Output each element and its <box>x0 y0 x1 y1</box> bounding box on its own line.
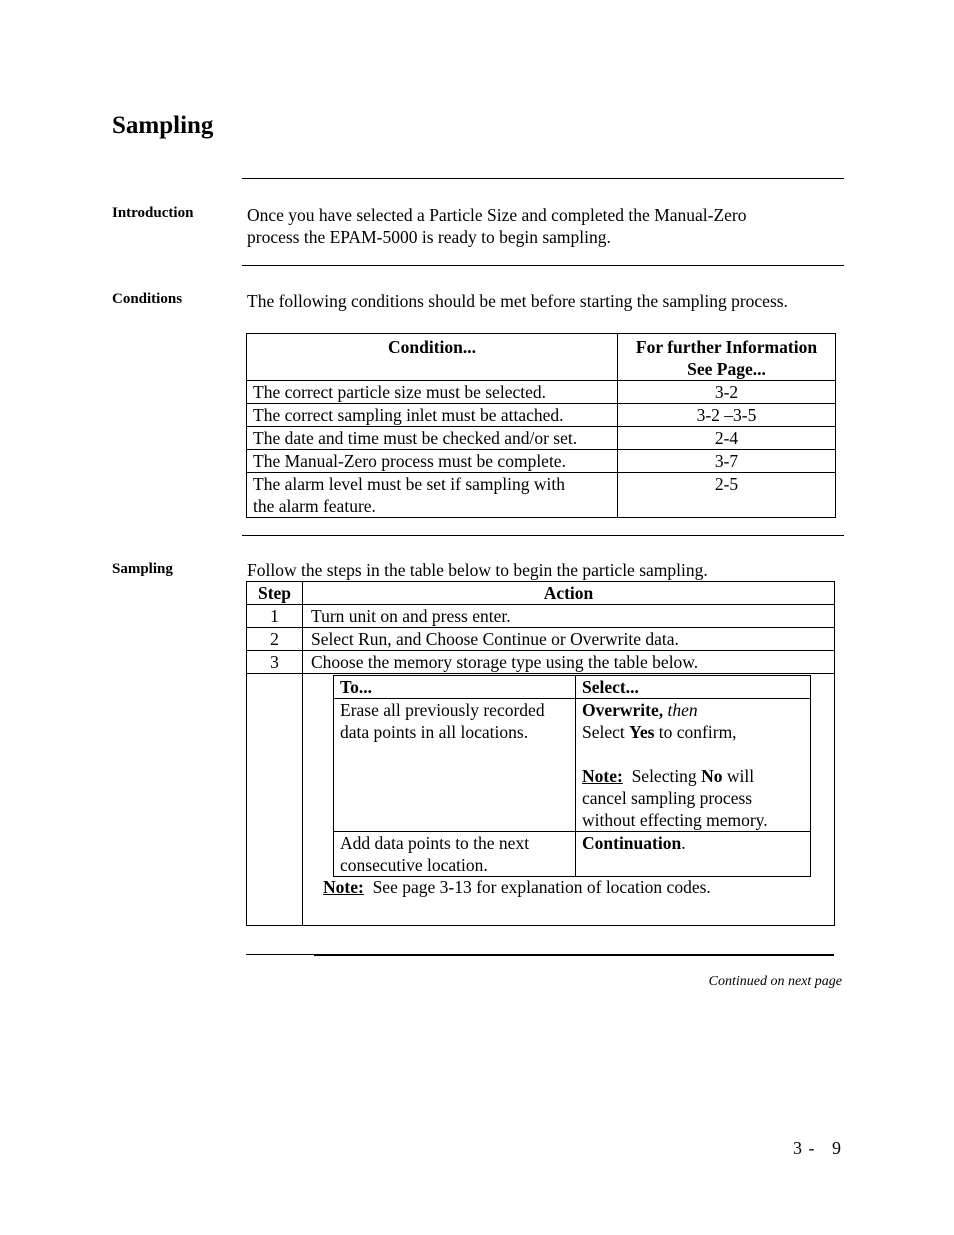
to-cell <box>334 699 576 832</box>
condition-cell <box>247 473 618 518</box>
table-row <box>247 605 835 628</box>
conditions-table <box>246 333 836 518</box>
memory-type-table <box>333 675 811 877</box>
step-number: 3 <box>247 651 303 674</box>
step-number: 2 <box>247 628 303 651</box>
select-cell <box>576 832 811 877</box>
step-number <box>247 674 303 926</box>
select-cell <box>576 699 811 832</box>
continued-note: Continued on next page <box>708 974 842 989</box>
note-text: See page 3-13 for explanation of location codes. <box>372 877 711 897</box>
column-header-line: For further Information <box>635 337 818 357</box>
page-number: 3 - 9 <box>793 1138 842 1158</box>
column-header: Action <box>303 582 835 605</box>
introduction-heading: Introduction <box>112 205 194 221</box>
page-cell: 3-2 –3-5 <box>618 404 836 427</box>
select-line <box>582 699 804 721</box>
table-row <box>334 832 811 877</box>
step-action: Turn unit on and press enter. <box>303 605 835 628</box>
option-no: No <box>701 766 723 786</box>
page-title: Sampling <box>112 112 214 139</box>
spacer <box>582 743 804 765</box>
column-header: Select... <box>576 676 811 699</box>
conditions-heading: Conditions <box>112 291 183 307</box>
column-header <box>618 334 836 381</box>
column-header: To... <box>334 676 576 699</box>
note-line <box>582 765 804 787</box>
divider <box>314 954 834 956</box>
page-cell: 3-2 <box>618 381 836 404</box>
condition-line: The alarm level must be set if sampling with <box>253 474 566 494</box>
table-row <box>247 628 835 651</box>
to-line: Add data points to the next <box>340 833 530 853</box>
select-text: Select <box>582 722 625 742</box>
divider <box>242 265 844 266</box>
note-text: Selecting <box>631 766 697 786</box>
introduction-line: Once you have selected a Particle Size and completed the Manual-Zero <box>247 205 747 225</box>
location-codes-note <box>323 876 711 898</box>
condition-line: the alarm feature. <box>253 496 376 516</box>
step-action: Select Run, and Choose Continue or Overwrite data. <box>303 628 835 651</box>
condition-cell: The Manual-Zero process must be complete. <box>247 450 618 473</box>
table-row <box>247 427 836 450</box>
column-header: Condition... <box>247 334 618 381</box>
to-cell <box>334 832 576 877</box>
page-cell: 3-7 <box>618 450 836 473</box>
divider <box>242 178 844 179</box>
note-line: without effecting memory. <box>582 810 768 830</box>
table-row <box>247 473 836 518</box>
note-label: Note: <box>323 877 364 897</box>
note-text: will <box>726 766 755 786</box>
column-header-line: See Page... <box>687 359 766 379</box>
page-cell: 2-4 <box>618 427 836 450</box>
column-header: Step <box>247 582 303 605</box>
divider <box>242 535 844 536</box>
introduction-line: process the EPAM-5000 is ready to begin sampling. <box>247 227 611 247</box>
to-line: Erase all previously recorded <box>340 700 545 720</box>
table-row <box>247 651 835 674</box>
option-overwrite: Overwrite, <box>582 700 664 720</box>
option-continuation: Continuation <box>582 833 682 853</box>
table-row <box>334 699 811 832</box>
step-action: Choose the memory storage type using the table below. <box>303 651 835 674</box>
conditions-intro: The following conditions should be met before starting the sampling process. <box>247 291 788 311</box>
condition-cell: The date and time must be checked and/or set. <box>247 427 618 450</box>
introduction-text <box>247 204 747 248</box>
note-label: Note: <box>582 766 623 786</box>
select-text: . <box>681 833 686 853</box>
option-yes: Yes <box>629 722 655 742</box>
step-number: 1 <box>247 605 303 628</box>
note-line: cancel sampling process <box>582 788 753 808</box>
to-line: data points in all locations. <box>340 722 529 742</box>
to-line: consecutive location. <box>340 855 488 875</box>
select-line <box>582 721 804 743</box>
sampling-heading: Sampling <box>112 561 173 577</box>
page-cell: 2-5 <box>618 473 836 518</box>
sampling-intro: Follow the steps in the table below to begin the particle sampling. <box>247 560 708 580</box>
table-row <box>247 450 836 473</box>
table-row <box>247 381 836 404</box>
table-row <box>247 404 836 427</box>
select-text: then <box>667 700 698 720</box>
select-text: to confirm, <box>658 722 737 742</box>
condition-cell: The correct particle size must be selected. <box>247 381 618 404</box>
condition-cell: The correct sampling inlet must be attached. <box>247 404 618 427</box>
divider <box>246 954 314 955</box>
